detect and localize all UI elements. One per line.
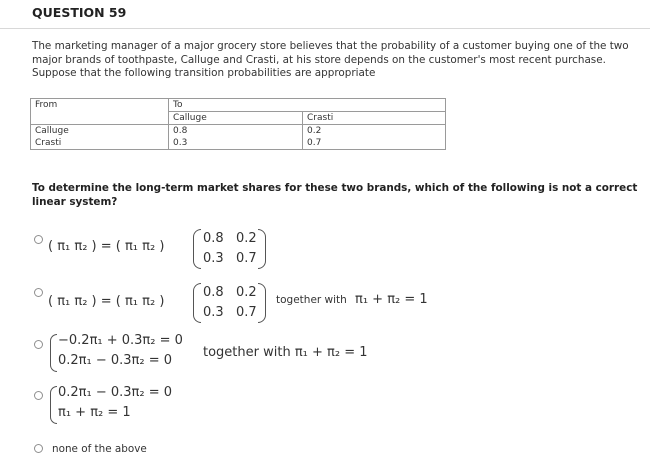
- option-c-eq1: −0.2π₁ + 0.3π₂ = 0: [58, 333, 183, 348]
- option-a-lhs: ( π₁ π₂ ) = ( π₁ π₂ ): [48, 239, 165, 254]
- option-d-brace: [50, 386, 57, 424]
- row-label-calluge: Calluge: [31, 125, 169, 138]
- option-a-m12: 0.2: [236, 231, 257, 246]
- transition-table: [30, 98, 446, 150]
- to-header: To: [169, 99, 446, 112]
- question-text: The marketing manager of a major grocery store believes that the probability of a customer buying one of the two major brands of toothpaste, Calluge and Crasti, at his store depends on the customer's most recent purchase. Suppose that the following transition probabilities are appropriate: [32, 40, 629, 79]
- option-a-m22: 0.7: [236, 251, 257, 266]
- option-c-radio[interactable]: [34, 340, 43, 349]
- cell-calluge-calluge: 0.8: [169, 125, 303, 138]
- option-c-brace: [50, 334, 57, 372]
- option-d-eq2: π₁ + π₂ = 1: [58, 405, 131, 420]
- option-b-radio[interactable]: [34, 288, 43, 297]
- prompt-text: To determine the long-term market shares for these two brands, which of the following is not a correct linear system?: [32, 182, 638, 208]
- cell-crasti-crasti: 0.7: [303, 137, 446, 150]
- option-d-radio[interactable]: [34, 391, 43, 400]
- row-label-crasti: Crasti: [31, 137, 169, 150]
- cell-calluge-crasti: 0.2: [303, 125, 446, 138]
- col-header-crasti: Crasti: [303, 112, 446, 125]
- option-b-m11: 0.8: [203, 285, 224, 300]
- question-title: QUESTION 59: [32, 5, 127, 20]
- option-a-radio[interactable]: [34, 235, 43, 244]
- option-c-eq2: 0.2π₁ − 0.3π₂ = 0: [58, 353, 173, 368]
- title-divider: [0, 28, 650, 29]
- option-e-label[interactable]: none of the above: [52, 443, 147, 455]
- option-b-m12: 0.2: [236, 285, 257, 300]
- option-e-radio[interactable]: [34, 444, 43, 453]
- option-b-matrix-left-paren: [193, 283, 201, 323]
- option-b-m22: 0.7: [236, 305, 257, 320]
- option-a-m11: 0.8: [203, 231, 224, 246]
- option-b-matrix-right-paren: [258, 283, 266, 323]
- option-a-m21: 0.3: [203, 251, 224, 266]
- option-b-m21: 0.3: [203, 305, 224, 320]
- option-d-eq1: 0.2π₁ − 0.3π₂ = 0: [58, 385, 173, 400]
- option-b-sum-constraint: π₁ + π₂ = 1: [355, 292, 428, 307]
- option-b-lhs: ( π₁ π₂ ) = ( π₁ π₂ ): [48, 294, 165, 309]
- option-c-together-with: together with π₁ + π₂ = 1: [203, 345, 368, 360]
- blank-cell: [31, 112, 169, 125]
- from-header: From: [31, 99, 169, 112]
- cell-crasti-calluge: 0.3: [169, 137, 303, 150]
- option-b-together-with: together with: [276, 294, 347, 306]
- option-a-matrix-left-paren: [193, 229, 201, 269]
- col-header-calluge: Calluge: [169, 112, 303, 125]
- option-a-matrix-right-paren: [258, 229, 266, 269]
